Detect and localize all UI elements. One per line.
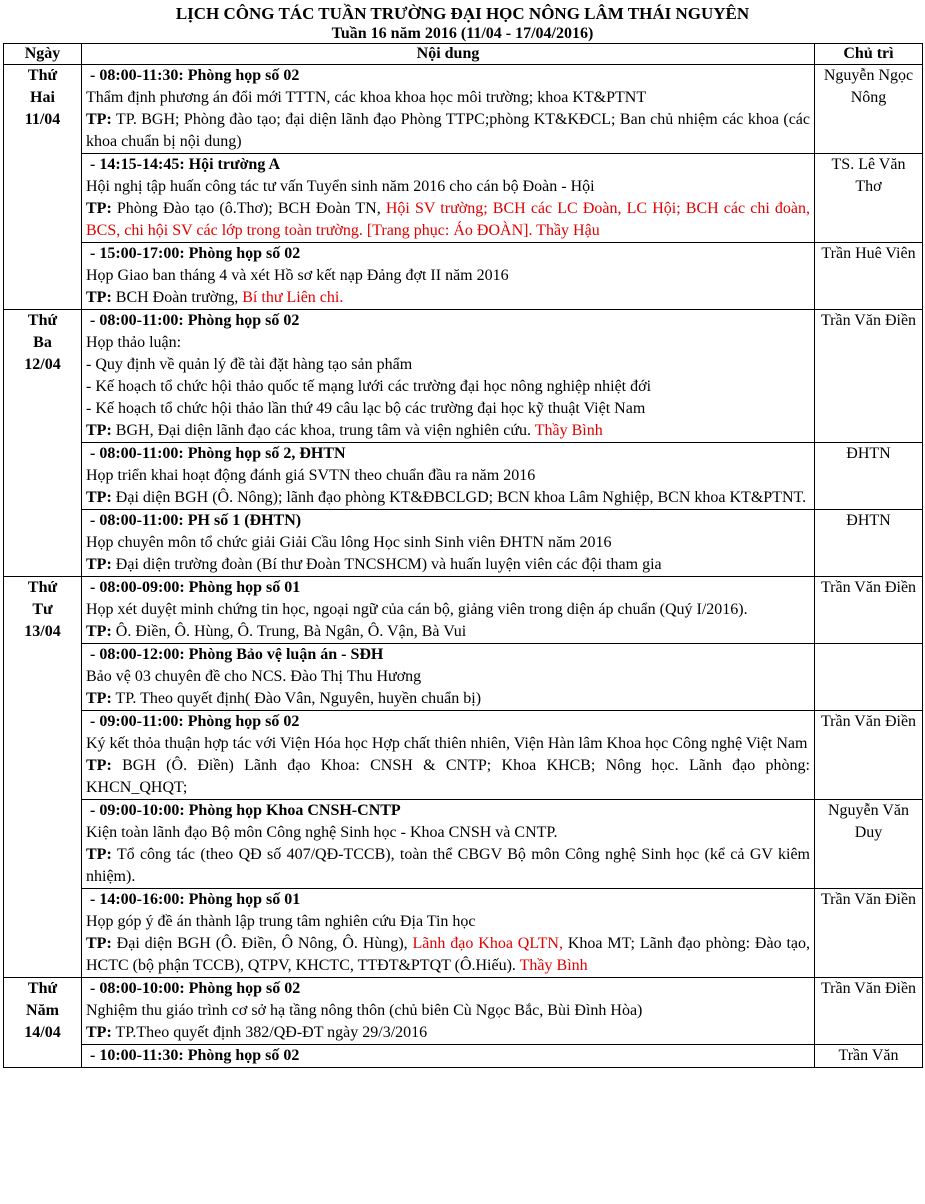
event-content: [82, 889, 815, 978]
day-cell-tuesday: [4, 310, 82, 577]
column-header-day: Ngày: [4, 44, 82, 65]
participants-highlight: Hội SV trường; BCH các LC Đoàn, LC Hội; BCH các chi đoàn, BCS, chi hội SV các lớp trong toàn trường. [Trang phục: Áo ĐOÀN]. Thầy Hậu: [86, 200, 811, 239]
event-content: [82, 644, 815, 711]
event-host: [815, 644, 923, 711]
event-content: [82, 310, 815, 443]
event-description: - Kế hoạch tổ chức hội thảo quốc tế mạng lưới các trường đại học nông nghiệp nhiệt đới: [86, 378, 652, 395]
event-host: Trần Văn Điền: [815, 711, 923, 800]
participants-text: Đại diện trường đoàn (Bí thư Đoàn TNCSHCM) và huấn luyện viên các đội tham gia: [111, 556, 662, 573]
event-participants: [86, 198, 810, 242]
tp-label: TP:: [86, 111, 112, 128]
participants-text: BGH, Đại diện lãnh đạo các khoa, trung tâm và viện nghiên cứu.: [111, 422, 535, 439]
event-heading: - 08:00-11:00: Phòng họp số 02: [90, 312, 300, 329]
participants-highlight: Lãnh đạo Khoa QLTN,: [412, 935, 563, 952]
event-host: Nguyễn Ngọc Nông: [815, 65, 923, 154]
event-heading: - 08:00-09:00: Phòng họp số 01: [90, 579, 301, 596]
event-host: Trần Văn Điền: [815, 978, 923, 1045]
participants-highlight: Thầy Bình: [534, 422, 603, 439]
participants-text: BCH Đoàn trường,: [111, 289, 243, 306]
event-content: [82, 577, 815, 644]
day-label: Thứ: [27, 980, 58, 997]
event-description: - Kế hoạch tổ chức hội thảo lần thứ 49 câu lạc bộ các trường đại học kỹ thuật Việt Nam: [86, 400, 646, 417]
day-label: Năm: [26, 1002, 59, 1019]
tp-label: TP:: [86, 935, 112, 952]
event-heading: - 09:00-11:00: Phòng họp số 02: [90, 713, 300, 730]
table-row: [4, 711, 923, 800]
table-row: [4, 443, 923, 510]
event-heading: - 08:00-12:00: Phòng Bảo vệ luận án - SĐH: [90, 646, 384, 663]
participants-text: BGH (Ô. Điền) Lãnh đạo Khoa: CNSH & CNTP; Khoa KHCB; Nông học. Lãnh đạo phòng: KHCN_QHQT;: [86, 757, 810, 796]
participants-highlight: Bí thư Liên chi.: [242, 289, 344, 306]
event-heading: - 10:00-11:30: Phòng họp số 02: [90, 1047, 300, 1064]
event-host: Trần Văn Điền: [815, 577, 923, 644]
tp-label: TP:: [86, 846, 112, 863]
event-heading: - 09:00-10:00: Phòng họp Khoa CNSH-CNTP: [90, 802, 401, 819]
event-description: Nghiệm thu giáo trình cơ sở hạ tầng nông thôn (chủ biên Cù Ngọc Bắc, Bùi Đình Hòa): [86, 1002, 643, 1019]
day-cell-thursday: [4, 978, 82, 1068]
event-heading: - 08:00-11:30: Phòng họp số 02: [90, 67, 300, 84]
schedule-table: [3, 43, 923, 1068]
table-row: [4, 65, 923, 154]
tp-label: TP:: [86, 623, 112, 640]
event-participants: [86, 420, 810, 442]
event-heading: - 08:00-11:00: PH số 1 (ĐHTN): [90, 512, 302, 529]
day-cell-wednesday: [4, 577, 82, 978]
participants-text: Đại diện BGH (Ô. Điền, Ô Nông, Ô. Hùng),: [111, 935, 413, 952]
event-content: [82, 510, 815, 577]
tp-label: TP:: [86, 422, 112, 439]
table-row: [4, 510, 923, 577]
event-participants: [86, 554, 810, 576]
day-label: Thứ: [27, 312, 58, 329]
column-header-content: Nội dung: [82, 44, 815, 65]
tp-label: TP:: [86, 757, 112, 774]
event-participants: [86, 844, 810, 888]
event-description: Thẩm định phương án đổi mới TTTN, các khoa khoa học môi trường; khoa KT&PTNT: [86, 89, 647, 106]
day-label: Thứ: [27, 67, 58, 84]
event-description: Bảo vệ 03 chuyên đề cho NCS. Đào Thị Thu Hương: [86, 668, 422, 685]
event-description: Họp chuyên môn tổ chức giải Giải Cầu lông Học sinh Sinh viên ĐHTN năm 2016: [86, 534, 612, 551]
day-date: 12/04: [24, 356, 61, 373]
tp-label: TP:: [86, 1024, 112, 1041]
participants-text: Tổ công tác (theo QĐ số 407/QĐ-TCCB), toàn thể CBGV Bộ môn Công nghệ Sinh học (kể cả GV kiêm nhiệm).: [86, 846, 810, 885]
event-heading: - 15:00-17:00: Phòng họp số 02: [90, 245, 301, 262]
schedule-subtitle: Tuần 16 năm 2016 (11/04 - 17/04/2016): [331, 25, 594, 42]
event-heading: - 08:00-10:00: Phòng họp số 02: [90, 980, 301, 997]
event-host: Trần Văn Điền: [815, 889, 923, 978]
day-date: 13/04: [24, 623, 61, 640]
tp-label: TP:: [86, 289, 112, 306]
event-content: [82, 1045, 815, 1068]
table-row: [4, 800, 923, 889]
event-host: ĐHTN: [815, 443, 923, 510]
event-host: Trần Văn Điền: [815, 310, 923, 443]
event-content: [82, 800, 815, 889]
table-row: [4, 1045, 923, 1068]
event-content: [82, 65, 815, 154]
participants-text: Khoa MT; Lãnh đạo phòng: Đào tạo, HCTC (bộ phận TCCB), QTPV, KHCTC, TTĐT&PTQT (Ô.Hiếu).: [86, 935, 810, 974]
event-heading: - 08:00-11:00: Phòng họp số 2, ĐHTN: [90, 445, 346, 462]
day-date: 11/04: [24, 111, 61, 128]
table-row: [4, 243, 923, 310]
day-date: 14/04: [24, 1024, 61, 1041]
tp-label: TP:: [86, 690, 112, 707]
day-label: Thứ: [27, 579, 58, 596]
event-description: Họp triển khai hoạt động đánh giá SVTN theo chuẩn đầu ra năm 2016: [86, 467, 536, 484]
event-description: Họp góp ý đề án thành lập trung tâm nghiên cứu Địa Tin học: [86, 913, 476, 930]
table-row: [4, 310, 923, 443]
event-host: ĐHTN: [815, 510, 923, 577]
participants-text: Phòng Đào tạo (ô.Thơ); BCH Đoàn TN,: [111, 200, 386, 217]
tp-label: TP:: [86, 489, 112, 506]
table-row: [4, 154, 923, 243]
event-participants: [86, 109, 810, 153]
table-row: [4, 644, 923, 711]
event-participants: [86, 1022, 810, 1044]
event-content: [82, 978, 815, 1045]
event-heading: - 14:15-14:45: Hội trường A: [90, 156, 280, 173]
event-description: Hội nghị tập huấn công tác tư vấn Tuyển sinh năm 2016 cho cán bộ Đoàn - Hội: [86, 178, 595, 195]
event-participants: [86, 933, 810, 977]
event-description: - Quy định về quản lý đề tài đặt hàng tạo sản phẩm: [86, 356, 413, 373]
participants-text: TP. Theo quyết định( Đào Vân, Nguyên, huyền chuẩn bị): [111, 690, 482, 707]
event-participants: [86, 621, 810, 643]
event-description: Họp thảo luận:: [86, 334, 182, 351]
day-cell-monday: [4, 65, 82, 310]
event-host: Trần Văn: [815, 1045, 923, 1068]
participants-text: Đại diện BGH (Ô. Nông); lãnh đạo phòng KT&ĐBCLGD; BCN khoa Lâm Nghiệp, BCN khoa KT&PTNT.: [111, 489, 807, 506]
day-label: Tư: [32, 601, 53, 618]
tp-label: TP:: [86, 200, 112, 217]
table-header-row: [4, 44, 923, 65]
event-participants: [86, 287, 810, 309]
event-content: [82, 711, 815, 800]
event-content: [82, 243, 815, 310]
event-participants: [86, 688, 810, 710]
tp-label: TP:: [86, 556, 112, 573]
event-description: Kiện toàn lãnh đạo Bộ môn Công nghệ Sinh học - Khoa CNSH và CNTP.: [86, 824, 558, 841]
event-heading: - 14:00-16:00: Phòng họp số 01: [90, 891, 301, 908]
schedule-title: LỊCH CÔNG TÁC TUẦN TRƯỜNG ĐẠI HỌC NÔNG LÂM THÁI NGUYÊN: [175, 4, 750, 23]
table-row: [4, 889, 923, 978]
event-host: TS. Lê Văn Thơ: [815, 154, 923, 243]
event-description: Họp xét duyệt minh chứng tin học, ngoại ngữ của cán bộ, giảng viên trong diện áp chuẩn (Quý I/2016).: [86, 601, 748, 618]
day-label: Ba: [33, 334, 52, 351]
event-host: Trần Huê Viên: [815, 243, 923, 310]
table-row: [4, 577, 923, 644]
event-description: Ký kết thỏa thuận hợp tác với Viện Hóa học Hợp chất thiên nhiên, Viện Hàn lâm Khoa học Công nghệ Việt Nam: [86, 735, 808, 752]
table-row: [4, 978, 923, 1045]
event-content: [82, 154, 815, 243]
participants-text: TP. BGH; Phòng đào tạo; đại diện lãnh đạo Phòng TTPC;phòng KT&KĐCL; Ban chủ nhiệm các khoa (các khoa chuẩn bị nội dung): [86, 111, 810, 150]
event-participants: [86, 755, 810, 799]
participants-text: Ô. Điền, Ô. Hùng, Ô. Trung, Bà Ngân, Ô. Vận, Bà Vui: [111, 623, 467, 640]
event-description: Họp Giao ban tháng 4 và xét Hồ sơ kết nạp Đảng đợt II năm 2016: [86, 267, 509, 284]
participants-text: TP.Theo quyết định 382/QĐ-ĐT ngày 29/3/2016: [111, 1024, 428, 1041]
day-label: Hai: [30, 89, 55, 106]
event-participants: [86, 487, 810, 509]
event-host: Nguyễn Văn Duy: [815, 800, 923, 889]
event-content: [82, 443, 815, 510]
participants-highlight: Thầy Bình: [519, 957, 588, 974]
column-header-host: Chủ trì: [815, 44, 923, 65]
